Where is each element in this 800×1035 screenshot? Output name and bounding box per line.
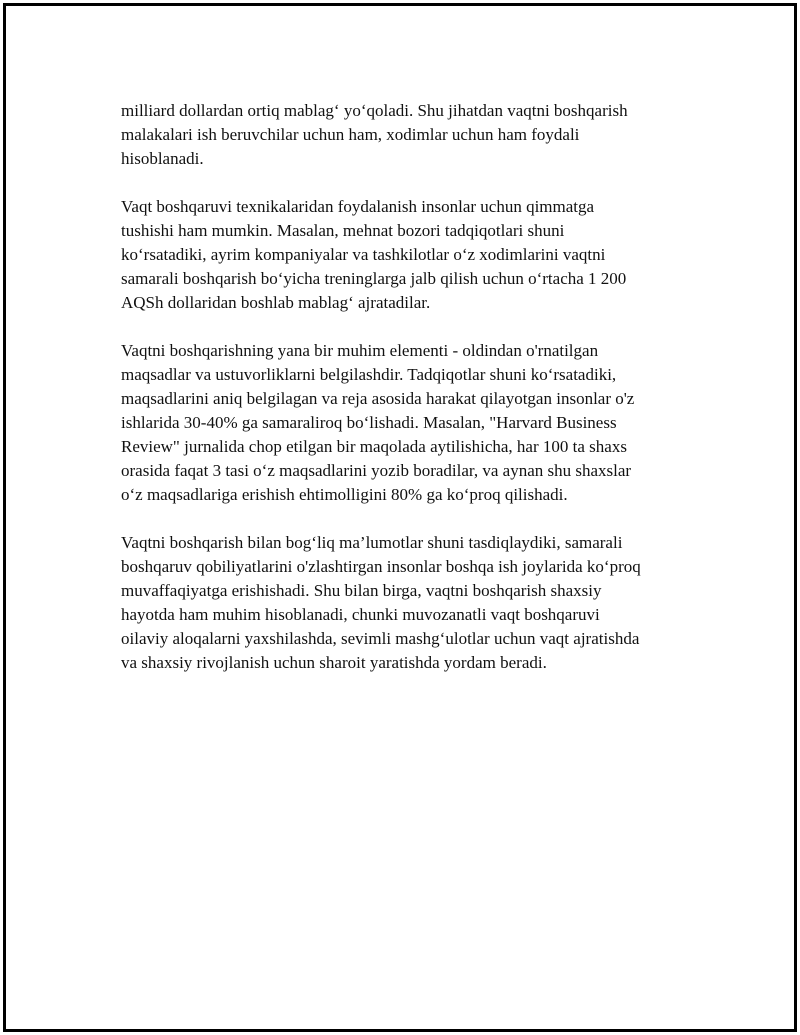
paragraph-1 [121,99,696,171]
paragraph-3 [121,339,696,507]
paragraph-4 [121,531,696,675]
text-line: Review" jurnalida chop etilgan bir maqolada aytilishicha, har 100 ta shaxs [121,437,627,456]
text-line: hisoblanadi. [121,149,204,168]
text-line: oilaviy aloqalarni yaxshilashda, sevimli mashg‘ulotlar uchun vaqt ajratishda [121,629,640,648]
text-line: orasida faqat 3 tasi o‘z maqsadlarini yozib boradilar, va aynan shu shaxslar [121,461,632,480]
text-line: tushishi ham mumkin. Masalan, mehnat bozori tadqiqotlari shuni [121,221,565,240]
text-line: va shaxsiy rivojlanish uchun sharoit yaratishda yordam beradi. [121,653,547,672]
text-line: muvaffaqiyatga erishishadi. Shu bilan birga, vaqtni boshqarish shaxsiy [121,581,602,600]
page-frame [3,3,797,1032]
text-line: samarali boshqarish bo‘yicha treninglarga jalb qilish uchun o‘rtacha 1 200 [121,269,627,288]
text-line: ko‘rsatadiki, ayrim kompaniyalar va tashkilotlar o‘z xodimlarini vaqtni [121,245,606,264]
text-line: hayotda ham muhim hisoblanadi, chunki muvozanatli vaqt boshqaruvi [121,605,600,624]
text-line: Vaqt boshqaruvi texnikalaridan foydalanish insonlar uchun qimmatga [121,197,595,216]
text-line: AQSh dollaridan boshlab mablag‘ ajratadilar. [121,293,431,312]
text-line: maqsadlarini aniq belgilagan va reja asosida harakat qilayotgan insonlar o'z [121,389,635,408]
text-line: Vaqtni boshqarishning yana bir muhim elementi - oldindan o'rnatilgan [121,341,599,360]
text-line: maqsadlar va ustuvorliklarni belgilashdir. Tadqiqotlar shuni ko‘rsatadiki, [121,365,617,384]
paragraph-2 [121,195,696,315]
text-line: malakalari ish beruvchilar uchun ham, xodimlar uchun ham foydali [121,125,580,144]
text-line: o‘z maqsadlariga erishish ehtimolligini 80% ga ko‘proq qilishadi. [121,485,568,504]
text-line: boshqaruv qobiliyatlarini o'zlashtirgan insonlar boshqa ish joylarida ko‘proq [121,557,641,576]
text-line: ishlarida 30-40% ga samaraliroq bo‘lishadi. Masalan, "Harvard Business [121,413,617,432]
text-line: Vaqtni boshqarish bilan bog‘liq ma’lumotlar shuni tasdiqlaydiki, samarali [121,533,623,552]
text-line: milliard dollardan ortiq mablag‘ yo‘qoladi. Shu jihatdan vaqtni boshqarish [121,101,628,120]
document-body [121,99,696,699]
